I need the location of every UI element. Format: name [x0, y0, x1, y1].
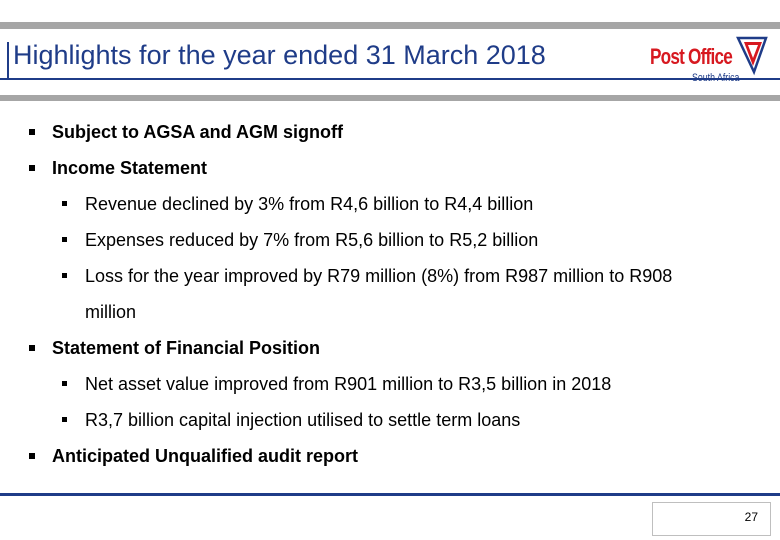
header-gray-bar: [0, 95, 780, 101]
bullet-square-icon: [29, 345, 35, 351]
top-gray-bar: [0, 22, 780, 29]
bullet-square-icon: [62, 201, 67, 206]
bullet-text: Expenses reduced by 7% from R5,6 billion to R5,2 billion: [85, 230, 539, 250]
logo-wordmark: Post Office: [650, 44, 733, 69]
bullet-square-icon: [62, 237, 67, 242]
logo-subtitle: South Africa: [692, 72, 740, 84]
bullet-square-icon: [29, 165, 35, 171]
slide-title: Highlights for the year ended 31 March 2018: [13, 40, 546, 70]
bullet-text: Revenue declined by 3% from R4,6 billion to R4,4 billion: [85, 194, 534, 214]
bullet-text: Anticipated Unqualified audit report: [52, 446, 359, 466]
bullet-text: million: [85, 302, 137, 322]
bullet-text: Statement of Financial Position: [52, 338, 321, 358]
bullet-text: Net asset value improved from R901 million to R3,5 billion in 2018: [85, 374, 612, 394]
bullet-square-icon: [29, 453, 35, 459]
bullet-square-icon: [62, 417, 67, 422]
post-office-logo: [648, 32, 770, 90]
bullet-square-icon: [29, 129, 35, 135]
bullet-square-icon: [62, 273, 67, 278]
title-accent-mark: [7, 42, 9, 78]
bullet-text: Loss for the year improved by R79 million (8%) from R987 million to R908: [85, 266, 673, 286]
bullet-text: R3,7 billion capital injection utilised to settle term loans: [85, 410, 521, 430]
post-office-emblem-icon: [734, 32, 770, 76]
page-number: 27: [744, 510, 758, 524]
bullet-square-icon: [62, 381, 67, 386]
page-number-box: [652, 502, 771, 536]
footer-line: [0, 493, 780, 496]
bullet-text: Subject to AGSA and AGM signoff: [52, 122, 343, 142]
bullet-text: Income Statement: [52, 158, 208, 178]
